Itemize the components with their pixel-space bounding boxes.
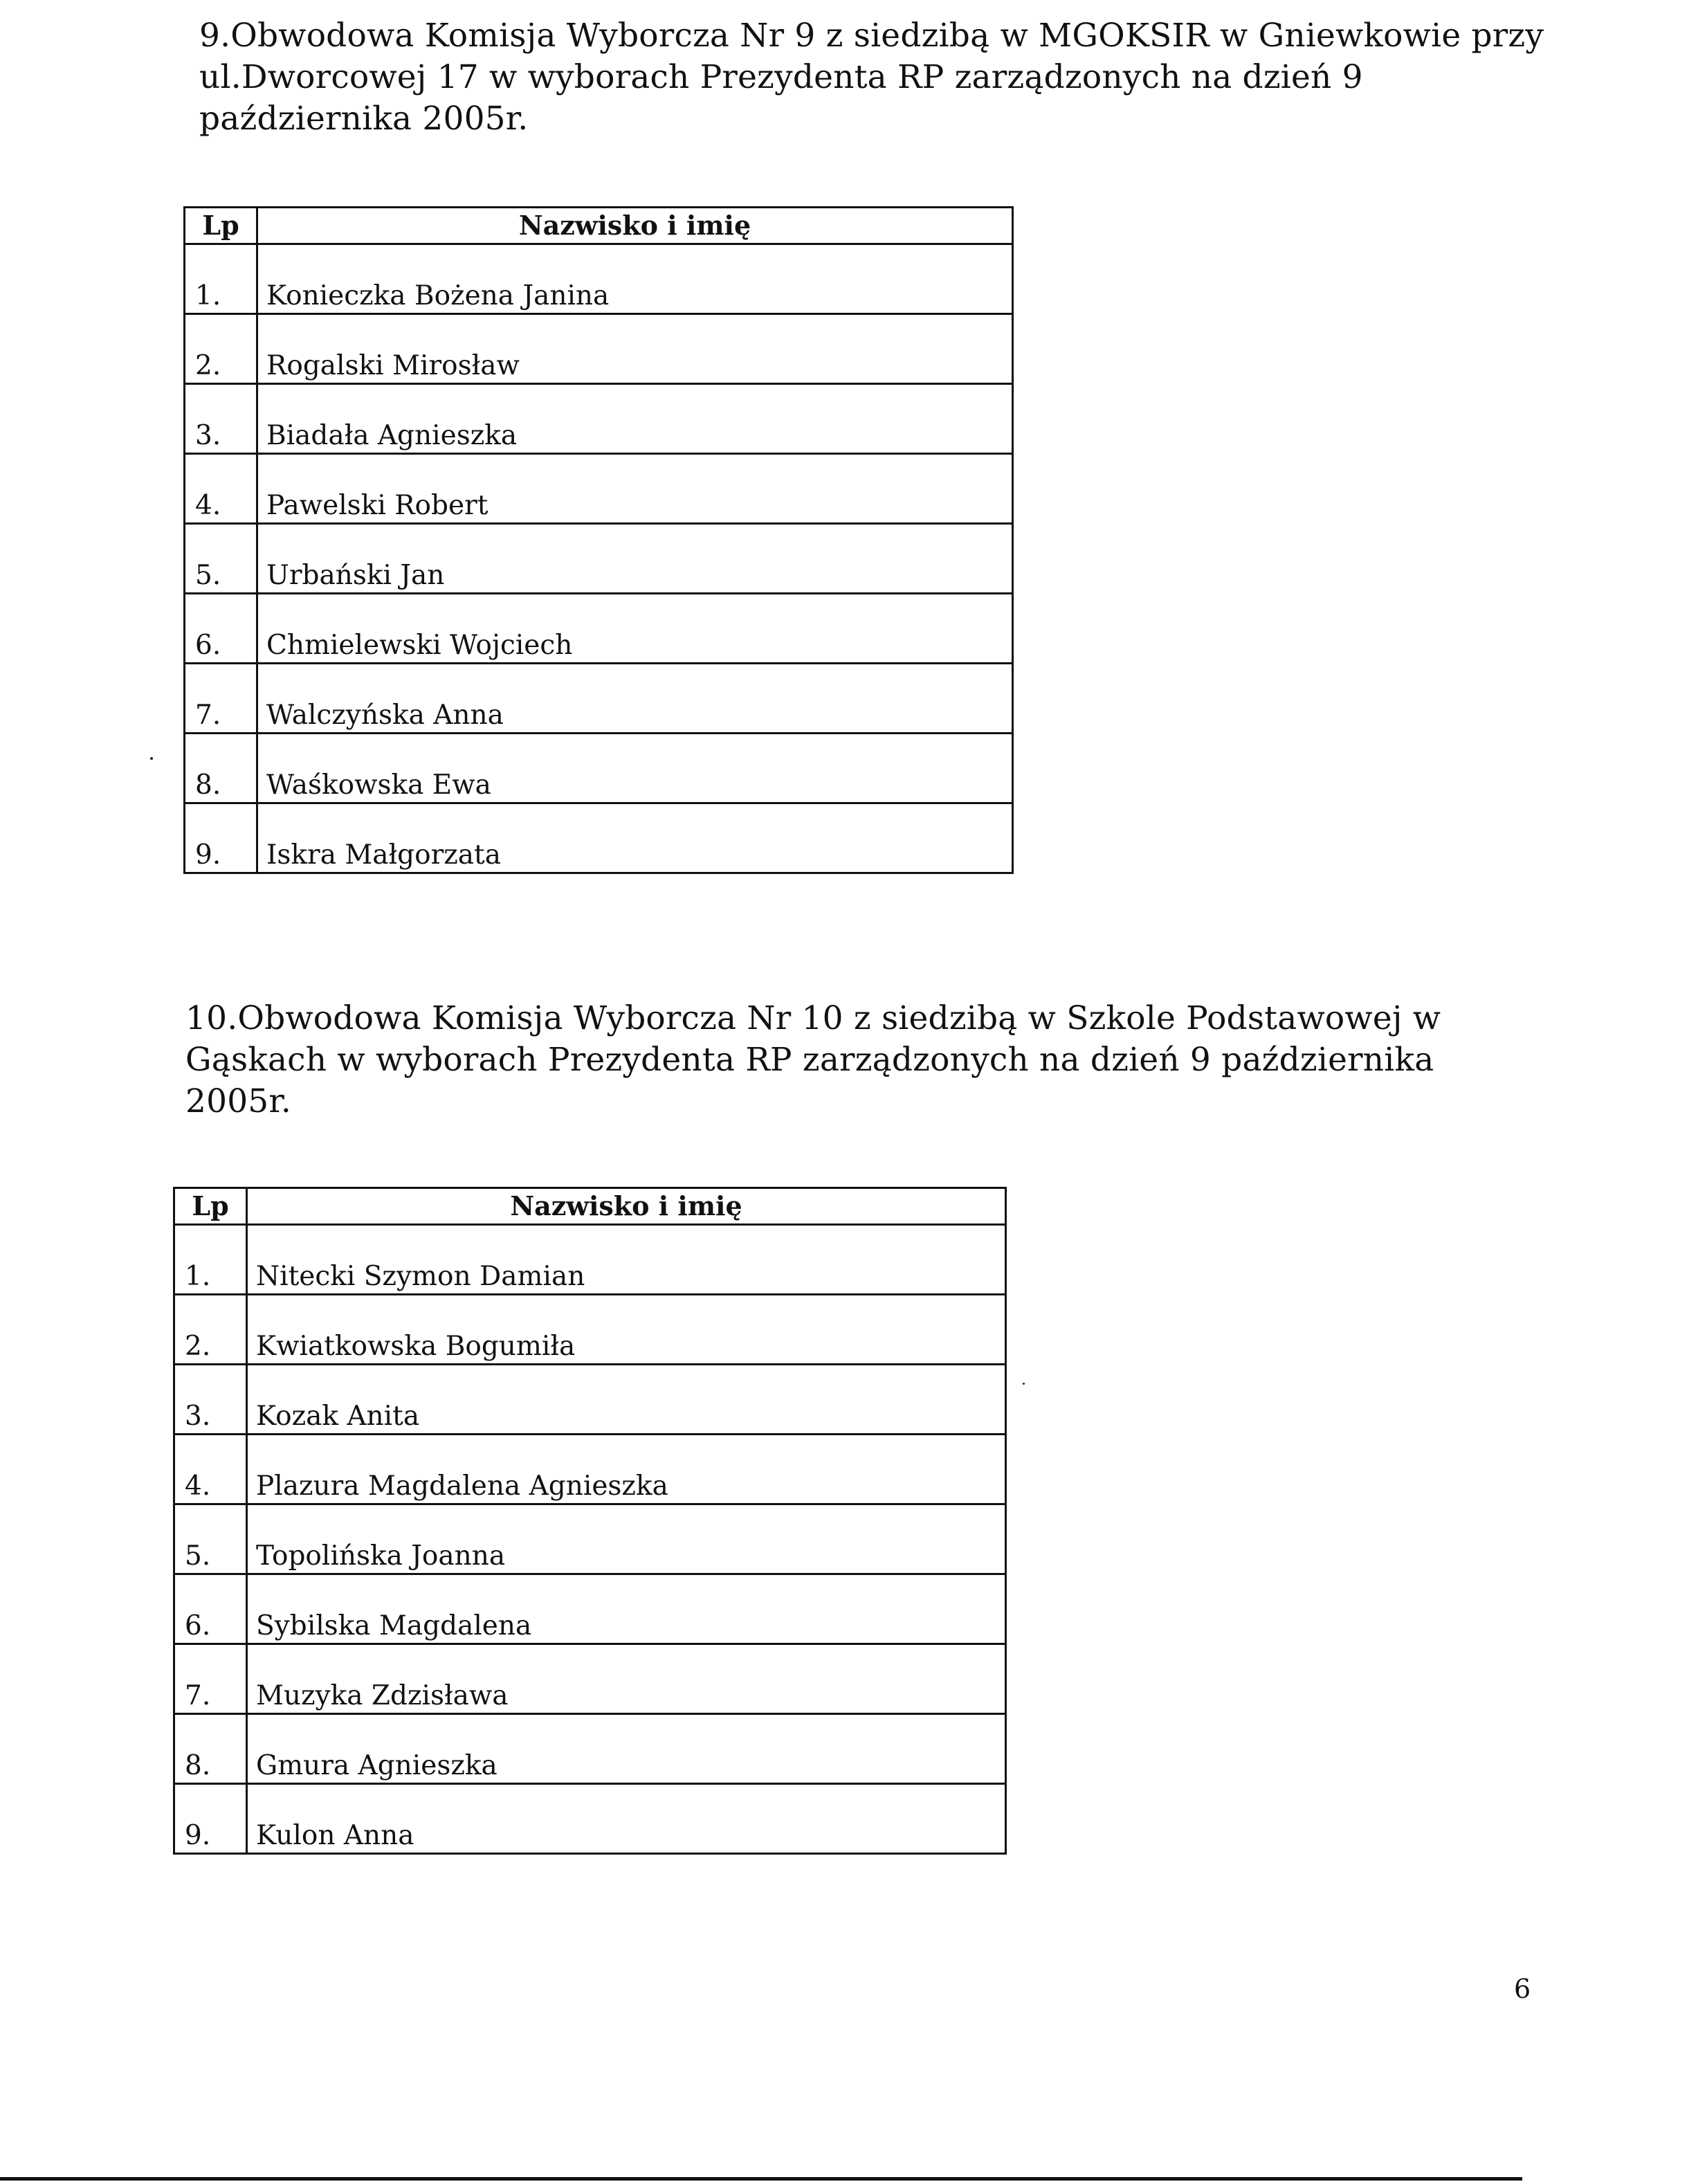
row-number: 4. <box>174 1435 247 1504</box>
column-header-name: Nazwisko i imię <box>247 1188 1006 1225</box>
table-row <box>174 1784 1006 1854</box>
member-name: Urbański Jan <box>257 524 1013 594</box>
member-name: Kulon Anna <box>247 1784 1006 1854</box>
member-name: Topolińska Joanna <box>247 1504 1006 1574</box>
member-name: Pawelski Robert <box>257 454 1013 524</box>
row-number: 8. <box>185 734 257 803</box>
section-10-heading <box>185 998 1441 1122</box>
member-name: Gmura Agnieszka <box>247 1714 1006 1784</box>
heading-line: ul.Dworcowej 17 w wyborach Prezydenta RP zarządzonych na dzień 9 <box>199 58 1363 96</box>
table-row <box>174 1644 1006 1714</box>
member-name: Nitecki Szymon Damian <box>247 1225 1006 1295</box>
table-row <box>185 594 1013 664</box>
table-row <box>174 1504 1006 1574</box>
member-name: Konieczka Bożena Janina <box>257 244 1013 314</box>
row-number: 3. <box>185 384 257 454</box>
table-row <box>174 1295 1006 1365</box>
member-name: Chmielewski Wojciech <box>257 594 1013 664</box>
table-row <box>174 1435 1006 1504</box>
column-header-lp: Lp <box>185 208 257 244</box>
column-header-name: Nazwisko i imię <box>257 208 1013 244</box>
row-number: 1. <box>174 1225 247 1295</box>
page-number: 6 <box>1514 1974 1531 2004</box>
row-number: 8. <box>174 1714 247 1784</box>
table-row <box>185 664 1013 734</box>
table-row <box>185 314 1013 384</box>
table-header-row <box>185 208 1013 244</box>
table-row <box>185 244 1013 314</box>
member-name: Waśkowska Ewa <box>257 734 1013 803</box>
heading-line: 2005r. <box>185 1082 292 1120</box>
row-number: 3. <box>174 1365 247 1435</box>
section-9-heading <box>199 15 1544 140</box>
table-row <box>174 1365 1006 1435</box>
members-table-commission-9 <box>183 206 1014 874</box>
bottom-rule <box>0 2177 1522 2181</box>
row-number: 4. <box>185 454 257 524</box>
heading-line: 9.Obwodowa Komisja Wyborcza Nr 9 z siedzibą w MGOKSIR w Gniewkowie przy <box>199 17 1544 55</box>
row-number: 7. <box>185 664 257 734</box>
member-name: Kozak Anita <box>247 1365 1006 1435</box>
row-number: 9. <box>185 803 257 873</box>
row-number: 6. <box>185 594 257 664</box>
member-name: Muzyka Zdzisława <box>247 1644 1006 1714</box>
scan-speck <box>1023 1383 1025 1385</box>
member-name: Rogalski Mirosław <box>257 314 1013 384</box>
column-header-lp: Lp <box>174 1188 247 1225</box>
member-name: Iskra Małgorzata <box>257 803 1013 873</box>
table-header-row <box>174 1188 1006 1225</box>
heading-line: Gąskach w wyborach Prezydenta RP zarządzonych na dzień 9 października <box>185 1041 1434 1079</box>
row-number: 7. <box>174 1644 247 1714</box>
table-row <box>185 524 1013 594</box>
heading-line: października 2005r. <box>199 100 529 138</box>
table-row <box>185 454 1013 524</box>
members-table-commission-10 <box>173 1187 1007 1855</box>
scan-speck <box>150 757 153 760</box>
table-row <box>185 734 1013 803</box>
row-number: 5. <box>185 524 257 594</box>
row-number: 6. <box>174 1574 247 1644</box>
row-number: 9. <box>174 1784 247 1854</box>
row-number: 2. <box>174 1295 247 1365</box>
table-row <box>185 803 1013 873</box>
member-name: Biadała Agnieszka <box>257 384 1013 454</box>
table-row <box>174 1574 1006 1644</box>
member-name: Sybilska Magdalena <box>247 1574 1006 1644</box>
table-row <box>174 1225 1006 1295</box>
row-number: 5. <box>174 1504 247 1574</box>
table-row <box>174 1714 1006 1784</box>
member-name: Plazura Magdalena Agnieszka <box>247 1435 1006 1504</box>
heading-line: 10.Obwodowa Komisja Wyborcza Nr 10 z siedzibą w Szkole Podstawowej w <box>185 999 1441 1037</box>
row-number: 2. <box>185 314 257 384</box>
member-name: Kwiatkowska Bogumiła <box>247 1295 1006 1365</box>
table-row <box>185 384 1013 454</box>
row-number: 1. <box>185 244 257 314</box>
member-name: Walczyńska Anna <box>257 664 1013 734</box>
